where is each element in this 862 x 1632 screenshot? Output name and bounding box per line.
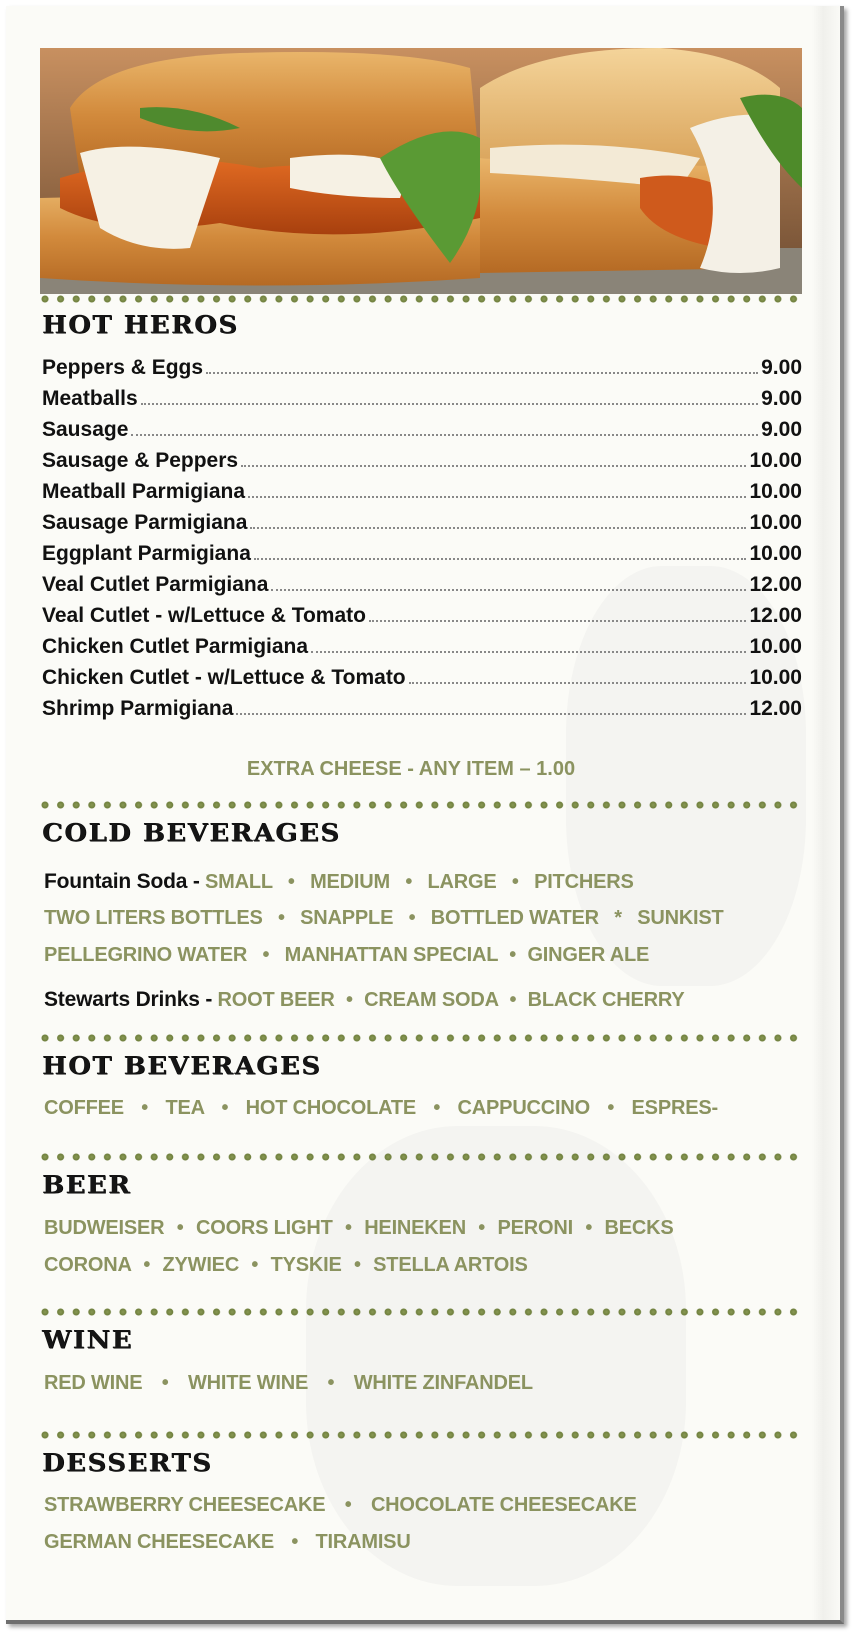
bullet-separator: • [408,907,416,929]
sandwich-image-icon [40,48,802,294]
bullet-separator: • [511,871,519,893]
option: PERONI [497,1217,573,1239]
option: WHITE ZINFANDEL [353,1372,533,1394]
item-name: Meatballs [42,387,138,410]
option: PITCHERS [534,871,634,893]
bullet-separator: • [585,1217,593,1239]
item-name: Veal Cutlet Parmigiana [42,573,269,596]
bullet-separator: • [345,1217,352,1239]
section-heading-hot-heros: HOT HEROS [42,312,239,340]
bullet-separator: • [143,1254,151,1276]
bullet-separator: • [509,944,517,966]
background-watermark [306,1126,686,1586]
bullet-separator: • [327,1372,335,1394]
page-fold-shading [812,6,840,1620]
option: COORS LIGHT [195,1217,333,1239]
option: HOT CHOCOLATE [245,1097,417,1119]
item-price: 9.00 [761,418,802,441]
option: BOTTLED WATER [430,907,599,929]
fountain-soda-label: Fountain Soda - [44,870,200,893]
item-price: 12.00 [749,573,802,596]
option: STELLA ARTOIS [373,1254,528,1276]
option: GINGER ALE [527,944,650,966]
menu-item [42,691,802,721]
item-price: 12.00 [749,604,802,627]
bullet-separator: • [262,944,270,966]
menu-item [42,381,802,411]
bullet-separator: • [607,1097,615,1119]
option: TWO LITERS BOTTLES [44,907,263,929]
dot-leader [369,620,746,622]
asterisk-separator: * [614,907,622,929]
section-heading-wine: WINE [42,1327,133,1355]
option: ESPRES- [631,1097,718,1119]
bullet-separator: • [433,1097,441,1119]
desserts-line-2 [44,1531,411,1554]
dot-leader [241,465,746,467]
option: CREAM SODA [364,989,499,1011]
option: ROOT BEER [217,989,335,1011]
option: GERMAN CHEESECAKE [44,1531,274,1553]
option: SMALL [205,871,273,893]
bullet-separator: • [221,1097,229,1119]
item-name: Peppers & Eggs [42,356,204,379]
menu-item [42,350,802,380]
dotted-divider [40,1430,804,1440]
section-heading-hot-beverages: HOT BEVERAGES [42,1053,322,1081]
option: CAPPUCCINO [457,1097,591,1119]
menu-item [42,629,802,659]
bullet-separator: • [344,1494,352,1516]
item-name: Shrimp Parmigiana [42,697,234,720]
option: BUDWEISER [44,1217,165,1239]
option: BECKS [604,1217,674,1239]
bullet-separator: • [291,1531,299,1553]
option: WHITE WINE [187,1372,309,1394]
bullet-separator: • [176,1217,184,1239]
stewarts-drinks-label: Stewarts Drinks - [44,988,213,1011]
option: TYSKIE [270,1254,342,1276]
dot-leader [271,589,746,591]
option: LARGE [427,871,497,893]
sandwich-photo [40,48,802,294]
option: TEA [165,1097,205,1119]
item-name: Eggplant Parmigiana [42,542,251,565]
bullet-separator: • [161,1372,169,1394]
dot-leader [131,434,758,436]
section-heading-desserts: DESSERTS [42,1450,213,1478]
item-price: 12.00 [749,697,802,720]
option: COFFEE [44,1097,124,1119]
item-name: Veal Cutlet - w/Lettuce & Tomato [42,604,366,627]
wine-line [44,1372,533,1395]
menu-item [42,536,802,566]
desserts-line-1 [44,1494,637,1517]
item-name: Sausage & Peppers [42,449,239,472]
stewarts-drinks-line [44,988,685,1012]
fountain-soda-line [44,870,634,894]
dot-leader [311,651,746,653]
option: CORONA [44,1254,131,1276]
item-name: Sausage Parmigiana [42,511,248,534]
dot-leader [254,558,747,560]
bullet-separator: • [354,1254,361,1276]
item-name: Chicken Cutlet Parmigiana [42,635,309,658]
item-price: 10.00 [749,635,802,658]
option: ZYWIEC [162,1254,240,1276]
option: BLACK CHERRY [527,989,685,1011]
dot-leader [236,713,746,715]
option: HEINEKEN [364,1217,466,1239]
dot-leader [141,403,758,405]
menu-item [42,660,802,690]
item-price: 10.00 [749,666,802,689]
option: STRAWBERRY CHEESECAKE [44,1494,326,1516]
dotted-divider [40,1307,804,1317]
dot-leader [250,527,746,529]
dotted-divider [40,294,804,304]
bullet-separator: • [346,989,353,1011]
item-price: 10.00 [749,542,802,565]
dot-leader [248,496,746,498]
bullet-separator: • [141,1097,149,1119]
menu-item [42,505,802,535]
item-name: Sausage [42,418,129,441]
item-price: 10.00 [749,511,802,534]
menu-item [42,567,802,597]
section-heading-cold-beverages: COLD BEVERAGES [42,820,341,848]
item-name: Meatball Parmigiana [42,480,246,503]
dotted-divider [40,800,804,810]
bullet-separator: • [405,871,413,893]
option: CHOCOLATE CHEESECAKE [370,1494,637,1516]
beer-line-1 [44,1217,674,1240]
option: MEDIUM [310,871,390,893]
item-price: 9.00 [761,356,802,379]
section-heading-beer: BEER [42,1172,132,1200]
bullet-separator: • [478,1217,486,1239]
dot-leader [409,682,747,684]
item-price: 10.00 [749,449,802,472]
item-price: 9.00 [761,387,802,410]
option: SUNKIST [637,907,724,929]
bullet-separator: • [251,1254,259,1276]
option: MANHATTAN SPECIAL [284,944,498,966]
option: TIRAMISU [315,1531,411,1553]
option: PELLEGRINO WATER [44,944,248,966]
hot-beverages-line [44,1097,718,1120]
extra-cheese-note: EXTRA CHEESE - ANY ITEM – 1.00 [246,758,576,780]
dot-leader [206,372,758,374]
beer-line-2 [44,1254,528,1277]
menu-item [42,443,802,473]
dotted-divider [40,1033,804,1043]
bullet-separator: • [287,871,295,893]
bullet-separator: • [509,989,517,1011]
bullet-separator: • [277,907,285,929]
menu-item [42,474,802,504]
bottled-drinks-line [44,907,724,930]
specialty-drinks-line [44,944,649,967]
item-price: 10.00 [749,480,802,503]
menu-item [42,598,802,628]
option: SNAPPLE [300,907,394,929]
option: RED WINE [44,1372,143,1394]
menu-item [42,412,802,442]
dotted-divider [40,1152,804,1162]
item-name: Chicken Cutlet - w/Lettuce & Tomato [42,666,406,689]
